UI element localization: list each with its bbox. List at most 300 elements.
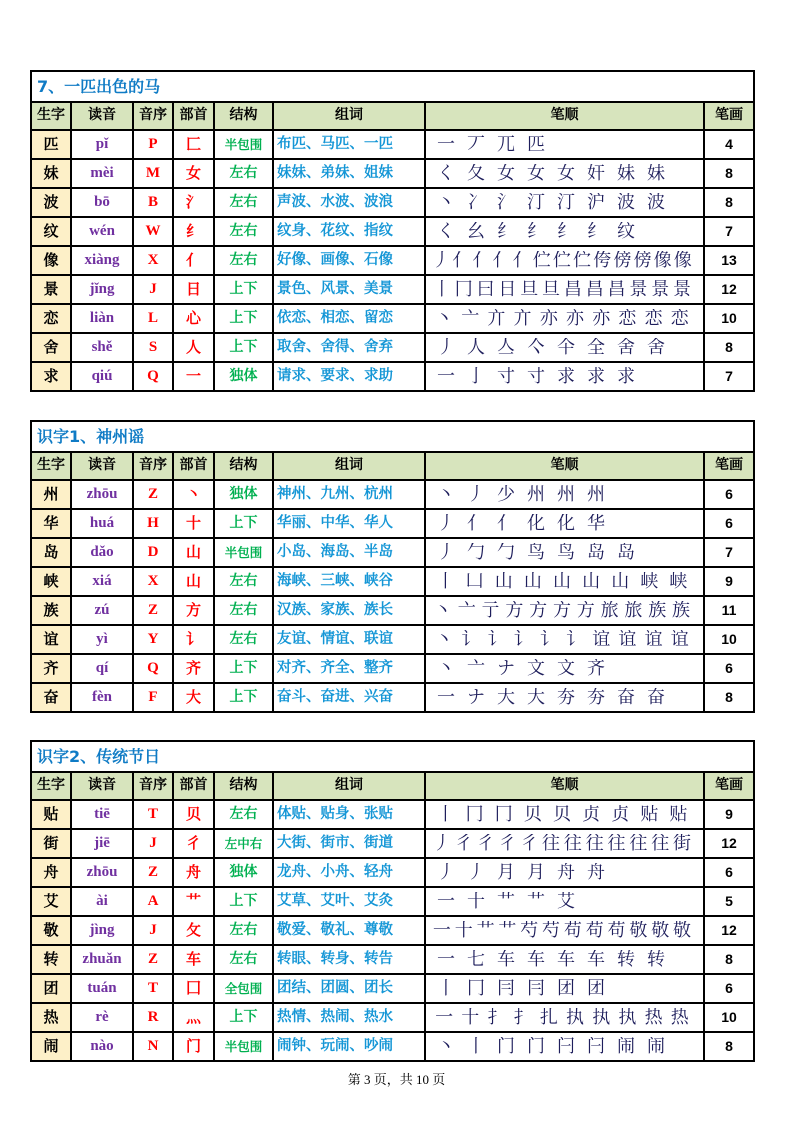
stroke-stage: 贝 xyxy=(523,804,542,825)
table-row xyxy=(31,188,754,217)
initial-cell: J xyxy=(133,275,173,304)
stroke-stage: 月 xyxy=(497,862,515,883)
stroke-stage: 州 xyxy=(557,484,575,505)
stroke-order-cell xyxy=(425,625,704,654)
stroke-stage: ナ xyxy=(497,658,515,679)
stroke-count-cell: 7 xyxy=(704,217,754,246)
initial-cell: H xyxy=(133,509,173,538)
stroke-stage: 一 xyxy=(437,949,455,970)
stroke-stage: 沪 xyxy=(587,192,605,213)
table-row xyxy=(31,246,754,275)
stroke-count-cell: 9 xyxy=(704,567,754,596)
stroke-stage: 曰 xyxy=(476,279,495,300)
pinyin-cell: jìng xyxy=(71,916,133,945)
stroke-stage: 团 xyxy=(557,978,575,999)
words-cell: 妹妹、弟妹、姐妹 xyxy=(273,159,425,188)
stroke-stage: 女 xyxy=(527,163,545,184)
stroke-stage: 文 xyxy=(557,658,575,679)
stroke-stage: 昌 xyxy=(585,279,604,300)
stroke-stage: 夯 xyxy=(557,687,575,708)
header-initial: 音序 xyxy=(133,102,173,130)
words-cell: 纹身、花纹、指纹 xyxy=(273,217,425,246)
table-header-row xyxy=(31,452,754,480)
initial-cell: R xyxy=(133,1003,173,1032)
stroke-stage: 妹 xyxy=(647,163,665,184)
stroke-order xyxy=(431,684,703,711)
stroke-order xyxy=(431,189,703,216)
stroke-stage: 闹 xyxy=(647,1036,665,1057)
stroke-order xyxy=(431,888,703,915)
header-words: 组词 xyxy=(273,772,425,800)
radical-cell: 车 xyxy=(173,945,214,974)
radical-cell: 心 xyxy=(173,304,214,333)
stroke-stage: 亻 xyxy=(452,250,471,271)
stroke-stage: 伫 xyxy=(552,250,571,271)
stroke-order xyxy=(431,218,703,245)
stroke-stage: 执 xyxy=(566,1007,585,1028)
stroke-stage: 亣 xyxy=(487,308,506,329)
table-row xyxy=(31,130,754,159)
radical-cell: 匚 xyxy=(173,130,214,159)
stroke-stage: 亻 xyxy=(467,513,485,534)
stroke-stage: 讠 xyxy=(539,629,558,650)
stroke-stage: 汀 xyxy=(557,192,575,213)
stroke-order xyxy=(431,626,703,653)
radical-cell: 山 xyxy=(173,538,214,567)
stroke-stage: 闩 xyxy=(587,1036,605,1057)
pinyin-cell: qí xyxy=(71,654,133,683)
stroke-order xyxy=(431,131,703,158)
table-row xyxy=(31,829,754,858)
stroke-stage: 山 xyxy=(611,571,630,592)
radical-cell: 彳 xyxy=(173,829,214,858)
char-cell: 团 xyxy=(31,974,71,1003)
stroke-stage: 傍 xyxy=(613,250,632,271)
stroke-count-cell: 12 xyxy=(704,275,754,304)
stroke-order-cell xyxy=(425,567,704,596)
table-title: 7、一匹出色的马 xyxy=(31,71,754,102)
stroke-stage: 伫 xyxy=(573,250,592,271)
stroke-stage: 夯 xyxy=(587,687,605,708)
radical-cell: 舟 xyxy=(173,858,214,887)
stroke-stage: 十 xyxy=(461,1007,480,1028)
stroke-stage: 方 xyxy=(576,600,595,621)
radical-cell: 方 xyxy=(173,596,214,625)
stroke-stage: 山 xyxy=(494,571,513,592)
words-cell: 热情、热闹、热水 xyxy=(273,1003,425,1032)
stroke-stage: 亼 xyxy=(497,337,515,358)
pinyin-cell: ài xyxy=(71,887,133,916)
stroke-count-cell: 9 xyxy=(704,800,754,829)
stroke-stage: 扌 xyxy=(513,1007,532,1028)
header-words: 组词 xyxy=(273,452,425,480)
char-cell: 妹 xyxy=(31,159,71,188)
char-cell: 纹 xyxy=(31,217,71,246)
stroke-stage: 谊 xyxy=(670,629,689,650)
initial-cell: S xyxy=(133,333,173,362)
stroke-stage: 往 xyxy=(563,833,582,854)
pinyin-cell: xiàng xyxy=(71,246,133,275)
char-cell: 峡 xyxy=(31,567,71,596)
char-cell: 岛 xyxy=(31,538,71,567)
pinyin-cell: fèn xyxy=(71,683,133,712)
words-cell: 友谊、情谊、联谊 xyxy=(273,625,425,654)
stroke-stage: 亻 xyxy=(492,250,511,271)
radical-cell: 门 xyxy=(173,1032,214,1061)
stroke-stage: 舍 xyxy=(647,337,665,358)
words-cell: 团结、团圆、团长 xyxy=(273,974,425,1003)
structure-cell: 左右 xyxy=(214,596,273,625)
stroke-stage: 闩 xyxy=(557,1036,575,1057)
stroke-stage: 彳 xyxy=(454,833,473,854)
initial-cell: Z xyxy=(133,480,173,509)
stroke-stage: 鸟 xyxy=(527,542,545,563)
header-strokes: 笔顺 xyxy=(425,452,704,480)
pinyin-cell: jǐng xyxy=(71,275,133,304)
structure-cell: 上下 xyxy=(214,1003,273,1032)
radical-cell: 日 xyxy=(173,275,214,304)
stroke-order-cell xyxy=(425,887,704,916)
stroke-stage: 丿 xyxy=(437,542,455,563)
structure-cell: 左中右 xyxy=(214,829,273,858)
table-row xyxy=(31,1032,754,1061)
structure-cell: 独体 xyxy=(214,362,273,391)
stroke-stage: 旅 xyxy=(624,600,643,621)
stroke-count-cell: 8 xyxy=(704,683,754,712)
pinyin-cell: dǎo xyxy=(71,538,133,567)
stroke-stage: 一 xyxy=(437,134,455,155)
structure-cell: 左右 xyxy=(214,217,273,246)
stroke-stage: 勹 xyxy=(497,542,515,563)
stroke-stage: 丿 xyxy=(467,862,485,883)
stroke-order xyxy=(431,481,703,508)
stroke-count-cell: 10 xyxy=(704,625,754,654)
stroke-order-cell xyxy=(425,683,704,712)
words-cell: 景色、风景、美景 xyxy=(273,275,425,304)
stroke-order-cell xyxy=(425,275,704,304)
stroke-stage: 华 xyxy=(587,513,605,534)
words-cell: 取舍、舍得、舍弃 xyxy=(273,333,425,362)
initial-cell: Z xyxy=(133,596,173,625)
table-row xyxy=(31,275,754,304)
structure-cell: 上下 xyxy=(214,887,273,916)
char-table-1 xyxy=(30,70,755,392)
stroke-stage: 月 xyxy=(527,862,545,883)
char-cell: 景 xyxy=(31,275,71,304)
stroke-stage: 一 xyxy=(432,920,451,941)
table-title: 识字1、神州谣 xyxy=(31,421,754,452)
char-cell: 艾 xyxy=(31,887,71,916)
stroke-order-cell xyxy=(425,362,704,391)
words-cell: 声波、水波、波浪 xyxy=(273,188,425,217)
initial-cell: J xyxy=(133,829,173,858)
header-initial: 音序 xyxy=(133,452,173,480)
char-cell: 求 xyxy=(31,362,71,391)
table-row xyxy=(31,974,754,1003)
table-body xyxy=(31,71,754,391)
pinyin-cell: zú xyxy=(71,596,133,625)
words-cell: 龙舟、小舟、轻舟 xyxy=(273,858,425,887)
stroke-count-cell: 12 xyxy=(704,916,754,945)
table-row xyxy=(31,683,754,712)
stroke-stage: 方 xyxy=(529,600,548,621)
initial-cell: Y xyxy=(133,625,173,654)
char-table-3 xyxy=(30,740,755,1062)
char-cell: 恋 xyxy=(31,304,71,333)
words-cell: 体贴、贴身、张贴 xyxy=(273,800,425,829)
structure-cell: 左右 xyxy=(214,625,273,654)
stroke-stage: 少 xyxy=(497,484,515,505)
stroke-order xyxy=(431,305,703,332)
stroke-stage: 旦 xyxy=(542,279,561,300)
header-initial: 音序 xyxy=(133,772,173,800)
stroke-stage: 化 xyxy=(527,513,545,534)
stroke-count-cell: 8 xyxy=(704,188,754,217)
structure-cell: 上下 xyxy=(214,275,273,304)
stroke-stage: 往 xyxy=(585,833,604,854)
stroke-order xyxy=(431,859,703,886)
stroke-stage: 纹 xyxy=(617,221,635,242)
stroke-stage: 大 xyxy=(497,687,515,708)
char-cell: 贴 xyxy=(31,800,71,829)
stroke-stage: 冃 xyxy=(497,978,515,999)
stroke-stage: 妹 xyxy=(617,163,635,184)
stroke-stage: 丆 xyxy=(467,134,485,155)
radical-cell: 丶 xyxy=(173,480,214,509)
stroke-stage: 车 xyxy=(497,949,515,970)
stroke-order xyxy=(431,539,703,566)
stroke-order-cell xyxy=(425,188,704,217)
structure-cell: 全包围 xyxy=(214,974,273,1003)
stroke-stage: 敬 xyxy=(673,920,692,941)
initial-cell: D xyxy=(133,538,173,567)
stroke-count-cell: 8 xyxy=(704,333,754,362)
stroke-stage: 山 xyxy=(582,571,601,592)
stroke-stage: 波 xyxy=(647,192,665,213)
stroke-stage: 热 xyxy=(670,1007,689,1028)
stroke-stage: 敬 xyxy=(629,920,648,941)
table-row xyxy=(31,538,754,567)
stroke-stage: 苟 xyxy=(563,920,582,941)
stroke-stage: 岛 xyxy=(617,542,635,563)
stroke-stage: 奸 xyxy=(587,163,605,184)
stroke-stage: 贝 xyxy=(552,804,571,825)
stroke-stage: 亦 xyxy=(592,308,611,329)
stroke-stage: 亍 xyxy=(481,600,500,621)
stroke-stage: 景 xyxy=(673,279,692,300)
stroke-order-cell xyxy=(425,304,704,333)
header-count: 笔画 xyxy=(704,452,754,480)
stroke-stage: 全 xyxy=(587,337,605,358)
stroke-order xyxy=(431,1033,703,1060)
stroke-order-cell xyxy=(425,916,704,945)
table-row xyxy=(31,916,754,945)
radical-cell: 人 xyxy=(173,333,214,362)
header-count: 笔画 xyxy=(704,102,754,130)
header-strokes: 笔顺 xyxy=(425,102,704,130)
stroke-stage: 冂 xyxy=(465,804,484,825)
header-strokes: 笔顺 xyxy=(425,772,704,800)
stroke-stage: 求 xyxy=(587,366,605,387)
header-char: 生字 xyxy=(31,452,71,480)
table-row xyxy=(31,217,754,246)
stroke-stage: 亻 xyxy=(497,513,515,534)
stroke-stage: 景 xyxy=(629,279,648,300)
stroke-stage: 亦 xyxy=(539,308,558,329)
stroke-stage: 勹 xyxy=(467,542,485,563)
stroke-stage: 像 xyxy=(673,250,692,271)
stroke-count-cell: 8 xyxy=(704,945,754,974)
stroke-stage: 大 xyxy=(527,687,545,708)
stroke-stage: 昌 xyxy=(607,279,626,300)
stroke-stage: 丶 xyxy=(437,658,455,679)
table-row xyxy=(31,567,754,596)
stroke-stage: 方 xyxy=(505,600,524,621)
stroke-stage: 丨 xyxy=(436,571,455,592)
table-body xyxy=(31,421,754,712)
header-pinyin: 读音 xyxy=(71,452,133,480)
stroke-stage: 苟 xyxy=(607,920,626,941)
header-char: 生字 xyxy=(31,102,71,130)
stroke-stage: 舍 xyxy=(617,337,635,358)
initial-cell: T xyxy=(133,800,173,829)
structure-cell: 左右 xyxy=(214,567,273,596)
stroke-stage: 奋 xyxy=(617,687,635,708)
stroke-stage: 女 xyxy=(497,163,515,184)
stroke-order xyxy=(431,946,703,973)
stroke-order xyxy=(431,801,703,828)
stroke-stage: 讠 xyxy=(487,629,506,650)
pinyin-cell: tiē xyxy=(71,800,133,829)
stroke-count-cell: 7 xyxy=(704,362,754,391)
stroke-stage: 旅 xyxy=(600,600,619,621)
radical-cell: 大 xyxy=(173,683,214,712)
stroke-stage: 团 xyxy=(587,978,605,999)
initial-cell: J xyxy=(133,916,173,945)
stroke-stage: 丿 xyxy=(437,513,455,534)
header-words: 组词 xyxy=(273,102,425,130)
stroke-stage: 幺 xyxy=(467,221,485,242)
stroke-stage: 舟 xyxy=(557,862,575,883)
radical-cell: 女 xyxy=(173,159,214,188)
words-cell: 转眼、转身、转告 xyxy=(273,945,425,974)
structure-cell: 半包围 xyxy=(214,130,273,159)
radical-cell: 纟 xyxy=(173,217,214,246)
initial-cell: P xyxy=(133,130,173,159)
table-title-row xyxy=(31,421,754,452)
stroke-stage: 热 xyxy=(644,1007,663,1028)
table-title-row xyxy=(31,741,754,772)
stroke-stage: 丿 xyxy=(437,337,455,358)
stroke-stage: 艹 xyxy=(497,891,515,912)
stroke-stage: 氵 xyxy=(497,192,515,213)
pinyin-cell: liàn xyxy=(71,304,133,333)
stroke-order-cell xyxy=(425,945,704,974)
radical-cell: 氵 xyxy=(173,188,214,217)
stroke-stage: 艹 xyxy=(527,891,545,912)
stroke-stage: 侉 xyxy=(593,250,612,271)
pinyin-cell: xiá xyxy=(71,567,133,596)
stroke-stage: 女 xyxy=(557,163,575,184)
stroke-stage: 夂 xyxy=(467,163,485,184)
radical-cell: 艹 xyxy=(173,887,214,916)
stroke-stage: 苟 xyxy=(585,920,604,941)
initial-cell: M xyxy=(133,159,173,188)
pinyin-cell: shě xyxy=(71,333,133,362)
stroke-stage: 丨 xyxy=(437,978,455,999)
stroke-stage: 丿 xyxy=(467,484,485,505)
initial-cell: B xyxy=(133,188,173,217)
stroke-stage: 车 xyxy=(527,949,545,970)
stroke-stage: 车 xyxy=(587,949,605,970)
stroke-stage: 七 xyxy=(467,949,485,970)
table-title: 识字2、传统节日 xyxy=(31,741,754,772)
char-table-2 xyxy=(30,420,755,713)
stroke-order-cell xyxy=(425,654,704,683)
stroke-count-cell: 10 xyxy=(704,1003,754,1032)
stroke-order xyxy=(431,597,703,624)
stroke-stage: 景 xyxy=(651,279,670,300)
stroke-stage: 求 xyxy=(557,366,575,387)
structure-cell: 独体 xyxy=(214,858,273,887)
structure-cell: 上下 xyxy=(214,333,273,362)
stroke-stage: 往 xyxy=(651,833,670,854)
words-cell: 神州、九州、杭州 xyxy=(273,480,425,509)
stroke-count-cell: 8 xyxy=(704,1032,754,1061)
stroke-stage: 亠 xyxy=(457,600,476,621)
stroke-stage: 傍 xyxy=(633,250,652,271)
words-cell: 华丽、中华、华人 xyxy=(273,509,425,538)
stroke-stage: く xyxy=(437,221,455,242)
radical-cell: 山 xyxy=(173,567,214,596)
stroke-stage: 匹 xyxy=(527,134,545,155)
stroke-stage: 仐 xyxy=(557,337,575,358)
stroke-order-cell xyxy=(425,800,704,829)
structure-cell: 左右 xyxy=(214,246,273,275)
stroke-count-cell: 6 xyxy=(704,480,754,509)
stroke-order-cell xyxy=(425,974,704,1003)
stroke-order xyxy=(431,655,703,682)
table-row xyxy=(31,625,754,654)
stroke-stage: 丿 xyxy=(432,833,451,854)
stroke-stage: 往 xyxy=(542,833,561,854)
stroke-stage: 丿 xyxy=(432,250,451,271)
stroke-count-cell: 6 xyxy=(704,654,754,683)
structure-cell: 半包围 xyxy=(214,538,273,567)
stroke-stage: 寸 xyxy=(527,366,545,387)
header-structure: 结构 xyxy=(214,452,273,480)
stroke-stage: 谊 xyxy=(592,629,611,650)
pinyin-cell: nào xyxy=(71,1032,133,1061)
radical-cell: 亻 xyxy=(173,246,214,275)
structure-cell: 上下 xyxy=(214,304,273,333)
pinyin-cell: zhōu xyxy=(71,858,133,887)
radical-cell: 囗 xyxy=(173,974,214,1003)
words-cell: 汉族、家族、族长 xyxy=(273,596,425,625)
stroke-stage: 伫 xyxy=(532,250,551,271)
stroke-stage: 街 xyxy=(673,833,692,854)
words-cell: 对齐、齐全、整齐 xyxy=(273,654,425,683)
char-cell: 舟 xyxy=(31,858,71,887)
stroke-stage: 艹 xyxy=(476,920,495,941)
table-row xyxy=(31,654,754,683)
pinyin-cell: zhōu xyxy=(71,480,133,509)
words-cell: 好像、画像、石像 xyxy=(273,246,425,275)
stroke-stage: 贴 xyxy=(640,804,659,825)
stroke-stage: 芍 xyxy=(520,920,539,941)
table-title-row xyxy=(31,71,754,102)
stroke-stage: 往 xyxy=(629,833,648,854)
